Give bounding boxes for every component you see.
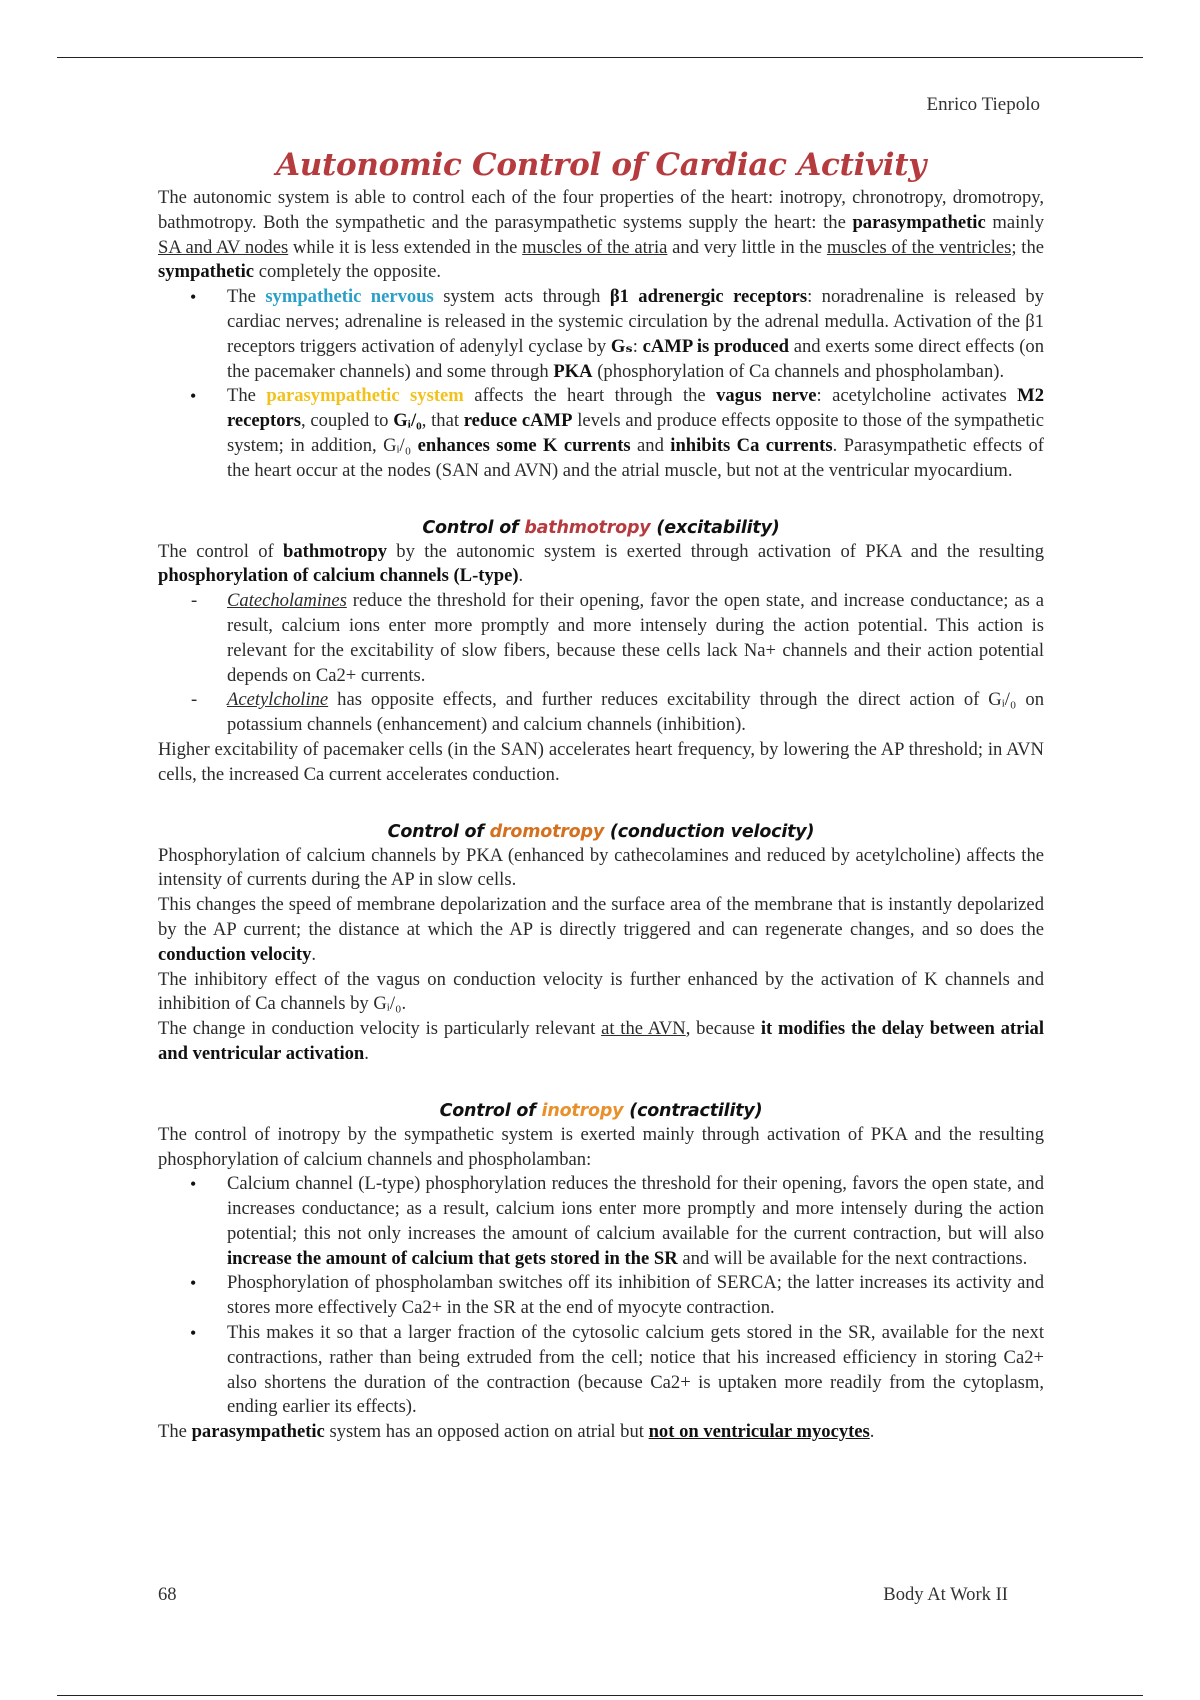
highlight-term: sympathetic nervous [265,286,434,308]
text-run: , that [421,410,464,432]
bold-term: M2 receptors [227,385,1044,432]
heading-keyword: inotropy [541,1100,624,1121]
text-run: (excitability) [650,517,780,538]
text-run: by the autonomic system is exerted through activation of PKA and the resulting [387,540,1045,562]
text-run: completely the opposite. [254,261,441,283]
inotropy-paragraph: The control of inotropy by the sympathetic system is exerted mainly through activation of PKA and the resulting phosphorylation of calcium channels and phospholamban: [158,1123,1044,1170]
bold-term: enhances some K currents [417,434,631,456]
text-run: The [227,385,267,407]
text-run: This makes it so that a larger fraction of the cytosolic calcium gets stored in the SR, available for the next contractions, rather than being extruded from the cell; notice that his increased efficiency in storing Ca2+ also shortens the duration of the contraction (because Ca2+ is uptaken more readily from the cytoplasm, ending earlier its effects). [227,1322,1044,1418]
section-heading-inotropy [158,1099,1044,1123]
page-title: Autonomic Control of Cardiac Activity [276,147,926,183]
bold-term: Gᵢ/₀ [393,410,422,432]
bold-term: PKA [553,360,593,382]
list-item [158,688,1044,738]
list-item [158,1321,1044,1420]
list-item [158,589,1044,688]
bathmotropy-paragraph [158,540,1044,590]
text-run: the [1016,236,1044,258]
bold-term: sympathetic [158,261,255,283]
spacer [158,484,1044,516]
text-run: : [632,335,643,357]
text-run: (contractility) [623,1100,763,1121]
bold-term: phosphorylation of calcium channels (L-type) [158,565,519,587]
nervous-system-list [158,285,1044,483]
text-run: : acetylcholine activates [816,385,1018,407]
bold-term: vagus nerve [716,385,817,407]
list-item [158,1271,1044,1321]
text-run: . [869,1421,875,1443]
text-run: The control of [158,540,283,562]
dromotropy-paragraph [158,1017,1044,1067]
underlined-term: SA and AV nodes [158,236,289,258]
list-item [158,384,1044,483]
text-run: affects the heart through the [463,385,717,407]
list-item [158,285,1044,384]
text-run: The autonomic system is able to control each of the four properties of the heart: inotropy, chronotropy, dromotropy, bathmotropy. Both the sympathetic and the parasympathetic systems supply the heart: the [158,187,1044,233]
bold-term: it modifies the delay between atrial and ventricular activation [158,1018,1045,1064]
bold-term: parasympathetic [191,1421,325,1443]
bold-term: Gₛ [610,335,633,357]
spacer [158,1067,1044,1099]
dromotropy-paragraph [158,893,1044,967]
text-run: system has an opposed action on atrial but [324,1421,649,1443]
bold-term: parasympathetic [852,211,986,233]
text-run: (conduction velocity) [604,821,815,842]
text-run: system acts through [433,286,610,308]
text-run: and will be available for the next contractions. [677,1247,1028,1269]
underlined-term: at the AVN [601,1018,686,1040]
page-content [158,146,1044,1445]
text-run: The [227,286,266,308]
bold-term: reduce cAMP [463,410,573,432]
text-run: mainly [985,211,1044,233]
text-run: reduce the threshold for their opening, favor the open state, and increase conductance; as a result, calcium ions enter more promptly and more intensely during the action potential. This action is relevant for the excitability of slow fibers, because these cells lack Na+ channels and their action potential depends on Ca2+ currents. [227,590,1044,686]
text-run: Control of [439,1100,542,1121]
text-run: and very little in the [667,236,827,258]
bathmotropy-list [158,589,1044,738]
bold-term: cAMP is produced [642,335,790,357]
italic-term: Acetylcholine [227,689,329,711]
intro-paragraph [158,186,1044,285]
dromotropy-paragraph: The inhibitory effect of the vagus on conduction velocity is further enhanced by the activation of K channels and inhibition of Ca channels by Gᵢ/₀. [158,968,1044,1015]
text-run: . [518,565,524,587]
text-run: Phosphorylation of phospholamban switches off its inhibition of SERCA; the latter increases its activity and stores more effectively Ca2+ in the SR at the end of myocyte contraction. [227,1272,1044,1319]
text-run: This changes the speed of membrane depolarization and the surface area of the membrane that is instantly depolarized by the AP current; the distance at which the AP is directly triggered and can regenerate changes, and so does the [158,894,1044,940]
author-name: Enrico Tiepolo [926,94,1040,115]
inotropy-summary [158,1420,1044,1445]
highlight-term: parasympathetic system [266,385,464,407]
text-run: , coupled to [301,410,394,432]
bold-term: increase the amount of calcium that gets stored in the SR [227,1247,678,1269]
section-heading-dromotropy [158,820,1044,844]
inotropy-list [158,1172,1044,1420]
text-run: Calcium channel (L-type) phosphorylation reduces the threshold for their opening, favors the open state, and increases conductance; as a result, calcium ions enter more promptly and more intensely during the action potential; this not only increases the amount of calcium available for the current contraction, but will also [227,1173,1044,1244]
text-run: Control of [422,517,525,538]
bathmotropy-summary: Higher excitability of pacemaker cells (in the SAN) accelerates heart frequency, by lowering the AP threshold; in AVN cells, the increased Ca current accelerates conduction. [158,738,1044,785]
underlined-term: muscles of the ventricles; [826,236,1017,258]
text-run: : noradrenaline is released by cardiac nerves; adrenaline is released in the systemic circulation by the adrenal medulla. Activation of the β1 receptors triggers activation of adenylyl cyclase by [227,286,1044,357]
bold-term: inhibits Ca currents [670,434,833,456]
italic-term: Catecholamines [227,590,347,612]
text-run: (phosphorylation of Ca channels and phospholamban). [592,360,1005,382]
text-run: and [630,434,671,456]
text-run: , because [685,1018,761,1040]
spacer [158,788,1044,820]
bold-underlined-term: not on ventricular myocytes [648,1421,870,1443]
book-title: Body At Work II [883,1584,1008,1605]
underlined-term: muscles of the atria [522,236,668,258]
bottom-rule [57,1695,1143,1696]
text-run: . [311,943,317,965]
text-run: Control of [387,821,490,842]
text-run: levels and produce effects opposite to those of the sympathetic system; in addition, Gᵢ/₀ [227,410,1045,456]
text-run: has opposite effects, and further reduces excitability through the direct action of Gᵢ/₀ on potassium channels (enhancement) and calcium channels (inhibition). [227,689,1044,736]
bold-term: conduction velocity [158,943,312,965]
text-run: . Parasympathetic effects of the heart occur at the nodes (SAN and AVN) and the atrial muscle, but not at the ventricular myocardium. [227,434,1044,481]
text-run: and exerts some direct effects (on the pacemaker channels) and some through [227,335,1044,382]
text-run: The [158,1421,192,1443]
section-heading-bathmotropy [158,516,1044,540]
bold-term: bathmotropy [283,540,387,562]
text-run: . [364,1042,369,1064]
heading-keyword: bathmotropy [524,517,651,538]
text-run: The change in conduction velocity is particularly relevant [158,1018,602,1040]
text-run: while it is less extended in the [288,236,523,258]
page-number: 68 [158,1584,177,1605]
top-rule [57,57,1143,58]
heading-keyword: dromotropy [489,821,605,842]
bold-term: β1 adrenergic receptors [609,286,808,308]
list-item [158,1172,1044,1271]
dromotropy-paragraph: Phosphorylation of calcium channels by PKA (enhanced by cathecolamines and reduced by acetylcholine) affects the intensity of currents during the AP in slow cells. [158,844,1044,891]
